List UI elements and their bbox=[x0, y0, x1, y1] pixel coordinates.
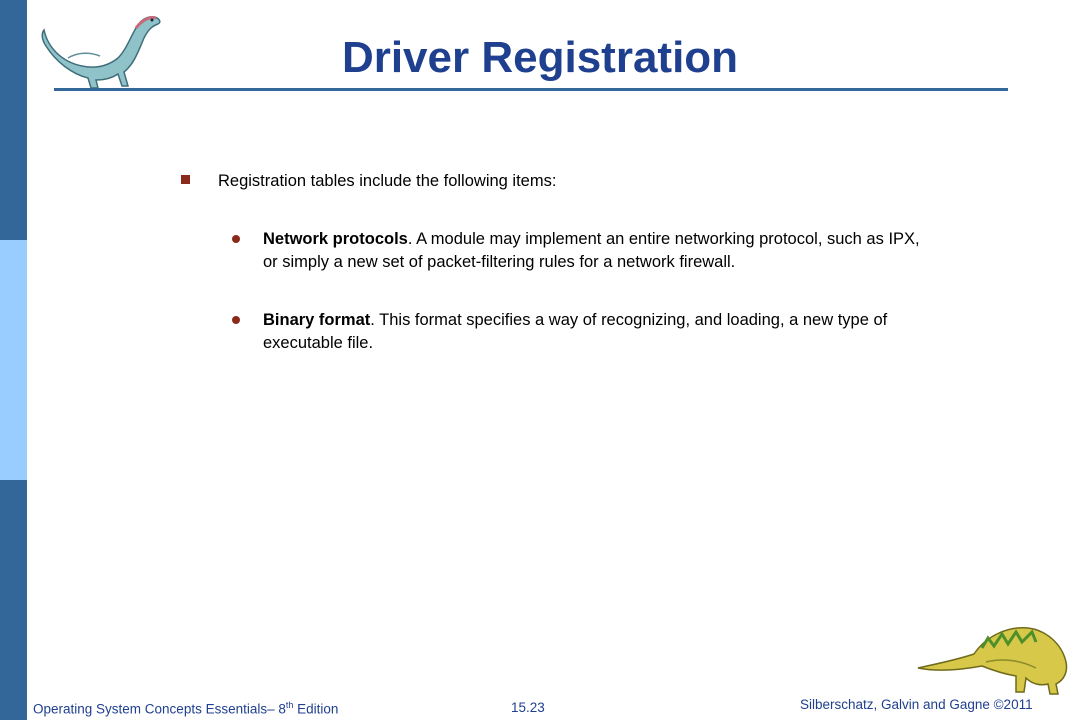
round-bullet-icon bbox=[232, 235, 240, 243]
footer-page-number: 15.23 bbox=[511, 700, 545, 715]
title-rule bbox=[54, 88, 1008, 91]
square-bullet-icon bbox=[181, 175, 190, 184]
side-bar-bottom bbox=[0, 480, 27, 720]
side-bar-middle bbox=[0, 240, 27, 480]
footer-copyright: Silberschatz, Galvin and Gagne ©2011 bbox=[800, 697, 1033, 712]
footer-book-title-text: Operating System Concepts Essentials– 8 bbox=[33, 701, 286, 717]
dinosaur-icon bbox=[916, 618, 1074, 696]
side-bar bbox=[0, 0, 27, 720]
slide-title: Driver Registration bbox=[341, 33, 739, 82]
list-item-description: . This format specifies a way of recognizing, and loading, a new type of executable file. bbox=[263, 311, 888, 352]
list-item-text bbox=[263, 309, 931, 355]
round-bullet-icon bbox=[232, 316, 240, 324]
intro-text: Registration tables include the following items: bbox=[218, 172, 557, 190]
list-item-text bbox=[263, 228, 931, 274]
footer-book-title bbox=[33, 700, 338, 717]
list-item-term: Binary format bbox=[263, 311, 371, 329]
footer-edition-superscript: th bbox=[285, 700, 294, 710]
footer-edition-text: Edition bbox=[293, 701, 339, 717]
list-item-description: . A module may implement an entire networking protocol, such as IPX, or simply a new set of packet-filtering rules for a network firewall. bbox=[263, 230, 920, 271]
list-item-term: Network protocols bbox=[263, 230, 408, 248]
